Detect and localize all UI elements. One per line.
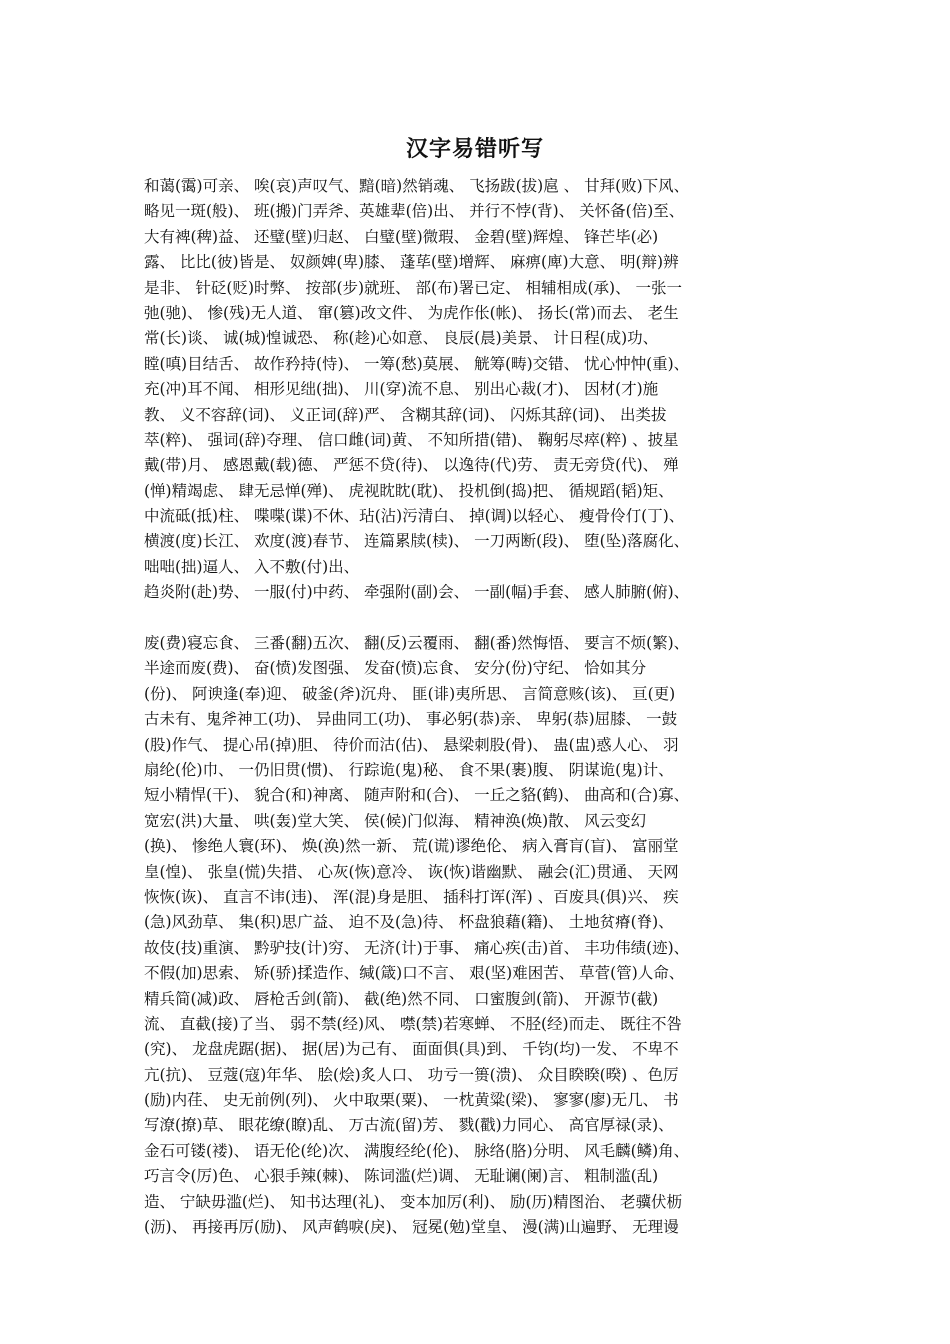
text-line: 短小精悍(干)、 貌合(和)神离、 随声附和(合)、 一丘之貉(鹤)、 曲高和(合)寡、 [144, 786, 690, 805]
text-line: 半途而废(费)、 奋(愤)发图强、 发奋(愤)忘食、 安分(份)守纪、 恰如其分 [144, 659, 647, 678]
text-line: (份)、 阿谀逢(奉)迎、 破釜(斧)沉舟、 匪(诽)夷所思、 言简意赅(该)、 亘(更) [144, 684, 676, 703]
text-line: 巧言令(厉)色、 心狠手辣(棘)、 陈词滥(烂)调、 无耻谰(阑)言、 粗制滥(乱) [144, 1167, 659, 1186]
text-line: (股)作气、 提心吊(掉)胆、 待价而沽(估)、 悬梁刺股(骨)、 蛊(盅)惑人心、 羽 [144, 735, 679, 754]
text-line: 亢(抗)、 豆蔻(寇)年华、 脍(烩)炙人口、 功亏一篑(溃)、 众目睽睽(暌) 、色厉 [144, 1065, 679, 1084]
text-line: 扇纶(伦)巾、 一仍旧贯(惯)、 行踪诡(鬼)秘、 食不果(裹)腹、 阴谋诡(鬼)计、 [144, 760, 674, 779]
text-line: 皇(惶)、 张皇(慌)失措、 心灰(恢)意冷、 诙(恢)谐幽默、 融会(汇)贯通、 天网 [144, 862, 679, 881]
text-line: 不假(加)思索、 矫(骄)揉造作、缄(箴)口不言、 艰(坚)难困苦、 草菅(管)人命、 [144, 964, 685, 983]
paragraph-gap [144, 606, 812, 631]
text-line: 充(冲)耳不闻、 相形见绌(拙)、 川(穿)流不息、 别出心裁(才)、 因材(才)施 [144, 380, 659, 399]
text-line: 故伎(技)重演、 黔驴技(计)穷、 无济(计)于事、 痛心疾(击)首、 丰功伟绩(迹)、 [144, 938, 690, 957]
text-line: (沥)、 再接再厉(励)、 风声鹤唳(戾)、 冠冕(勉)堂皇、 漫(满)山遍野、 无理谩 [144, 1218, 679, 1237]
text-line: (究)、 龙盘虎踞(据)、 据(居)为己有、 面面俱(具)到、 千钧(均)一发、 不卑不 [144, 1040, 679, 1059]
text-line: (惮)精竭虑、 肆无忌惮(殚)、 虎视眈眈(耽)、 投机倒(捣)把、 循规蹈(韬)矩、 [144, 481, 674, 500]
text-line: 萃(粹)、 强词(辞)夺理、 信口雌(词)黄、 不知所措(错)、 鞠躬尽瘁(粹) 、披星 [144, 430, 679, 449]
text-line: 常(长)谈、 诚(城)惶诚恐、 称(趁)心如意、 良辰(晨)美景、 计日程(成)功、 [144, 329, 659, 348]
paragraph-part-1 [144, 174, 812, 606]
text-line: 恢恢(诙)、 直言不讳(违)、 浑(混)身是胆、 插科打诨(浑) 、百废具(俱)兴、 疾 [144, 887, 679, 906]
text-line: 咄咄(拙)逼人、 入不敷(付)出、 [144, 557, 360, 576]
text-line: 和蔼(霭)可亲、 唉(哀)声叹气、黯(暗)然销魂、 飞扬跋(拔)扈 、 甘拜(败)下风、 [144, 177, 690, 195]
text-line: 大有裨(稗)益、 还璧(壁)归赵、 白璧(壁)微瑕、 金碧(壁)辉煌、 锋芒毕(必) [144, 227, 659, 246]
text-line: 教、 义不容辞(词)、 义正词(辞)严、 含糊其辞(词)、 闪烁其辞(词)、 出类拔 [144, 405, 667, 424]
document-body [144, 174, 812, 1240]
text-line: 瞠(嗔)目结舌、 故作矜持(恃)、 一筹(愁)莫展、 觥筹(畴)交错、 忧心忡忡(重)、 [144, 354, 690, 373]
text-line: 露、 比比(彼)皆是、 奴颜婢(卑)膝、 蓬荜(壁)增辉、 麻痹(庳)大意、 明(辩)辨 [144, 253, 679, 272]
text-line: 写潦(撩)草、 眼花缭(瞭)乱、 万古流(留)芳、 戮(戳)力同心、 高官厚禄(录)、 [144, 1116, 674, 1135]
text-line: (换)、 惨绝人寰(环)、 焕(涣)然一新、 荒(谎)谬绝伦、 病入膏肓(盲)、 富丽堂 [144, 837, 679, 856]
text-line: 横渡(度)长江、 欢度(渡)春节、 连篇累牍(椟)、 一刀两断(段)、 堕(坠)落腐化、 [144, 532, 690, 551]
document-title: 汉字易错听写 [405, 137, 544, 162]
text-line: (急)风劲草、 集(积)思广益、 迫不及(急)待、 杯盘狼藉(籍)、 土地贫瘠(脊)、 [144, 913, 674, 932]
text-line: 中流砥(抵)柱、 喋喋(谍)不休、玷(沾)污清白、 掉(调)以轻心、 瘦骨伶仃(丁)、 [144, 507, 685, 526]
text-line: 略见一斑(般)、 班(搬)门弄斧、英雄辈(倍)出、 并行不悖(背)、 关怀备(倍)至、 [144, 202, 685, 221]
text-line: 趋炎附(赴)势、 一服(付)中药、 牵强附(副)会、 一副(幅)手套、 感人肺腑(俯)、 [144, 583, 690, 602]
text-line: 弛(驰)、 惨(残)无人道、 窜(篡)改文件、 为虎作伥(帐)、 扬长(常)而去、 老生 [144, 303, 679, 322]
text-line: 废(费)寝忘食、 三番(翻)五次、 翻(反)云覆雨、 翻(番)然悔悟、 要言不烦(繁)、 [144, 634, 690, 653]
text-line: 古未有、鬼斧神工(功)、 异曲同工(功)、 事必躬(恭)亲、 卑躬(恭)屈膝、 一鼓 [144, 710, 678, 729]
paragraph-part-2 [144, 631, 812, 1240]
text-line: 流、 直截(接)了当、 弱不禁(经)风、 噤(禁)若寒蝉、 不胫(经)而走、 既往不咎 [144, 1014, 683, 1033]
text-line: 精兵简(减)政、 唇枪舌剑(箭)、 截(绝)然不同、 口蜜腹剑(箭)、 开源节(截) [144, 989, 659, 1008]
text-line: 造、 宁缺毋滥(烂)、 知书达理(礼)、 变本加厉(利)、 励(历)精图治、 老骥伏枥 [144, 1192, 683, 1211]
text-line: 戴(带)月、 感恩戴(载)德、 严惩不贷(待)、 以逸待(代)劳、 责无旁贷(代)、 殚 [144, 456, 679, 475]
text-line: 金石可镂(褛)、 语无伦(纶)次、 满腹经纶(伦)、 脉络(胳)分明、 风毛麟(鳞)角、 [144, 1141, 690, 1160]
text-line: (励)内荏、 史无前例(列)、 火中取栗(粟)、 一枕黄粱(梁)、 寥寥(廖)无几、 书 [144, 1091, 679, 1110]
text-line: 是非、 针砭(贬)时弊、 按部(步)就班、 部(布)署已定、 相辅相成(承)、 一张一 [144, 278, 683, 297]
text-line: 宽宏(洪)大量、 哄(轰)堂大笑、 侯(候)门似海、 精神涣(焕)散、 风云变幻 [144, 811, 647, 830]
